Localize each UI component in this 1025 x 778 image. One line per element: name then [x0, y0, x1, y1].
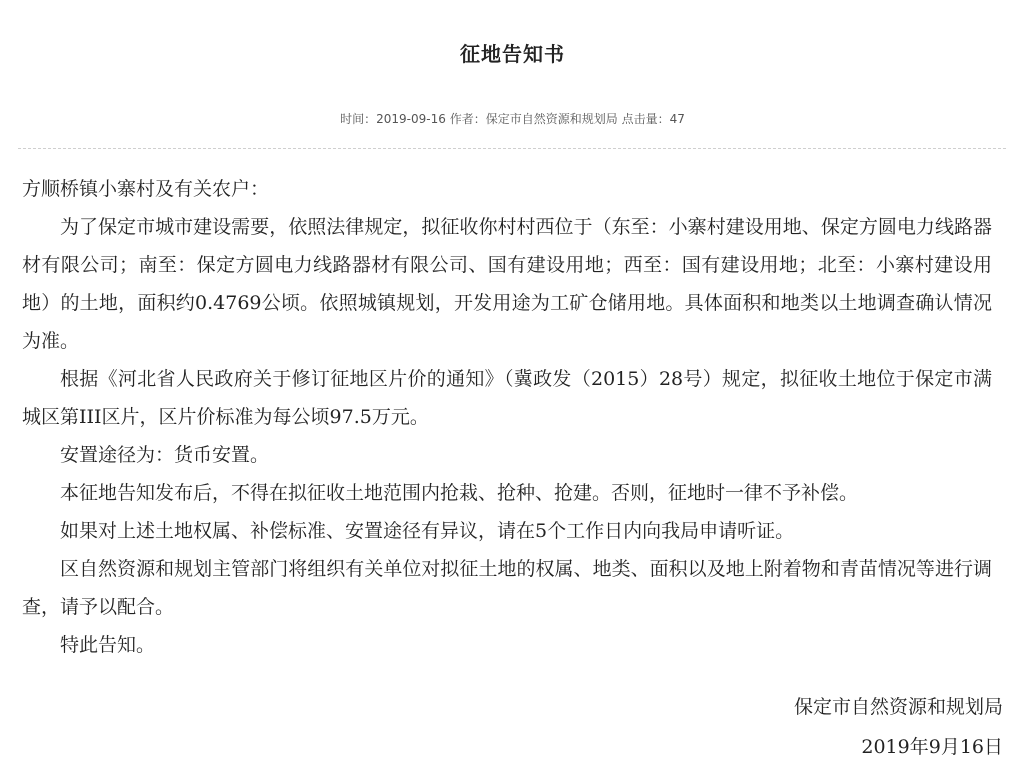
paragraph-resettlement: 安置途径为：货币安置。	[60, 444, 270, 466]
paragraph-purpose: 为了保定市城市建设需要，依照法律规定，拟征收你村村西位于（东至：小寨村建设用地、保定方圆电力线路器材有限公司；南至：保定方圆电力线路器材有限公司、国有建设用地；西至：国有建设用地；北至：小寨村建设用地）的土地，面积约0.4769公顷。依照城镇规划，开发用途为工矿仓储用地。具体面积和地类以土地调查确认情况为准。	[22, 216, 992, 352]
article-meta	[0, 110, 1025, 127]
publish-time: 2019-09-16	[376, 112, 446, 126]
paragraph-investigation: 区自然资源和规划主管部门将组织有关单位对拟征土地的权属、地类、面积以及地上附着物和青苗情况等进行调查，请予以配合。	[22, 558, 992, 618]
article-body	[22, 170, 992, 664]
paragraph-closing: 特此告知。	[60, 634, 156, 656]
salutation: 方顺桥镇小寨村及有关农户：	[22, 178, 270, 200]
author-label: 作者：	[449, 112, 486, 126]
click-count: 47	[669, 112, 685, 126]
paragraph-price-standard: 根据《河北省人民政府关于修订征地区片价的通知》（冀政发（2015）28号）规定，拟征收土地位于保定市满城区第III区片，区片价标准为每公顷97.5万元。	[22, 368, 992, 428]
time-label: 时间：	[340, 112, 377, 126]
header-divider	[18, 148, 1006, 149]
signature-date: 2019年9月16日	[861, 736, 1003, 758]
author-name: 保定市自然资源和规划局	[485, 112, 618, 126]
signature-org: 保定市自然资源和规划局	[793, 696, 1003, 718]
page-title: 征地告知书	[460, 42, 565, 66]
paragraph-hearing: 如果对上述土地权属、补偿标准、安置途径有异议，请在5个工作日内向我局申请听证。	[60, 520, 795, 542]
paragraph-prohibition: 本征地告知发布后，不得在拟征收土地范围内抢栽、抢种、抢建。否则，征地时一律不予补偿。	[60, 482, 859, 504]
clicks-label: 点击量：	[621, 112, 670, 126]
